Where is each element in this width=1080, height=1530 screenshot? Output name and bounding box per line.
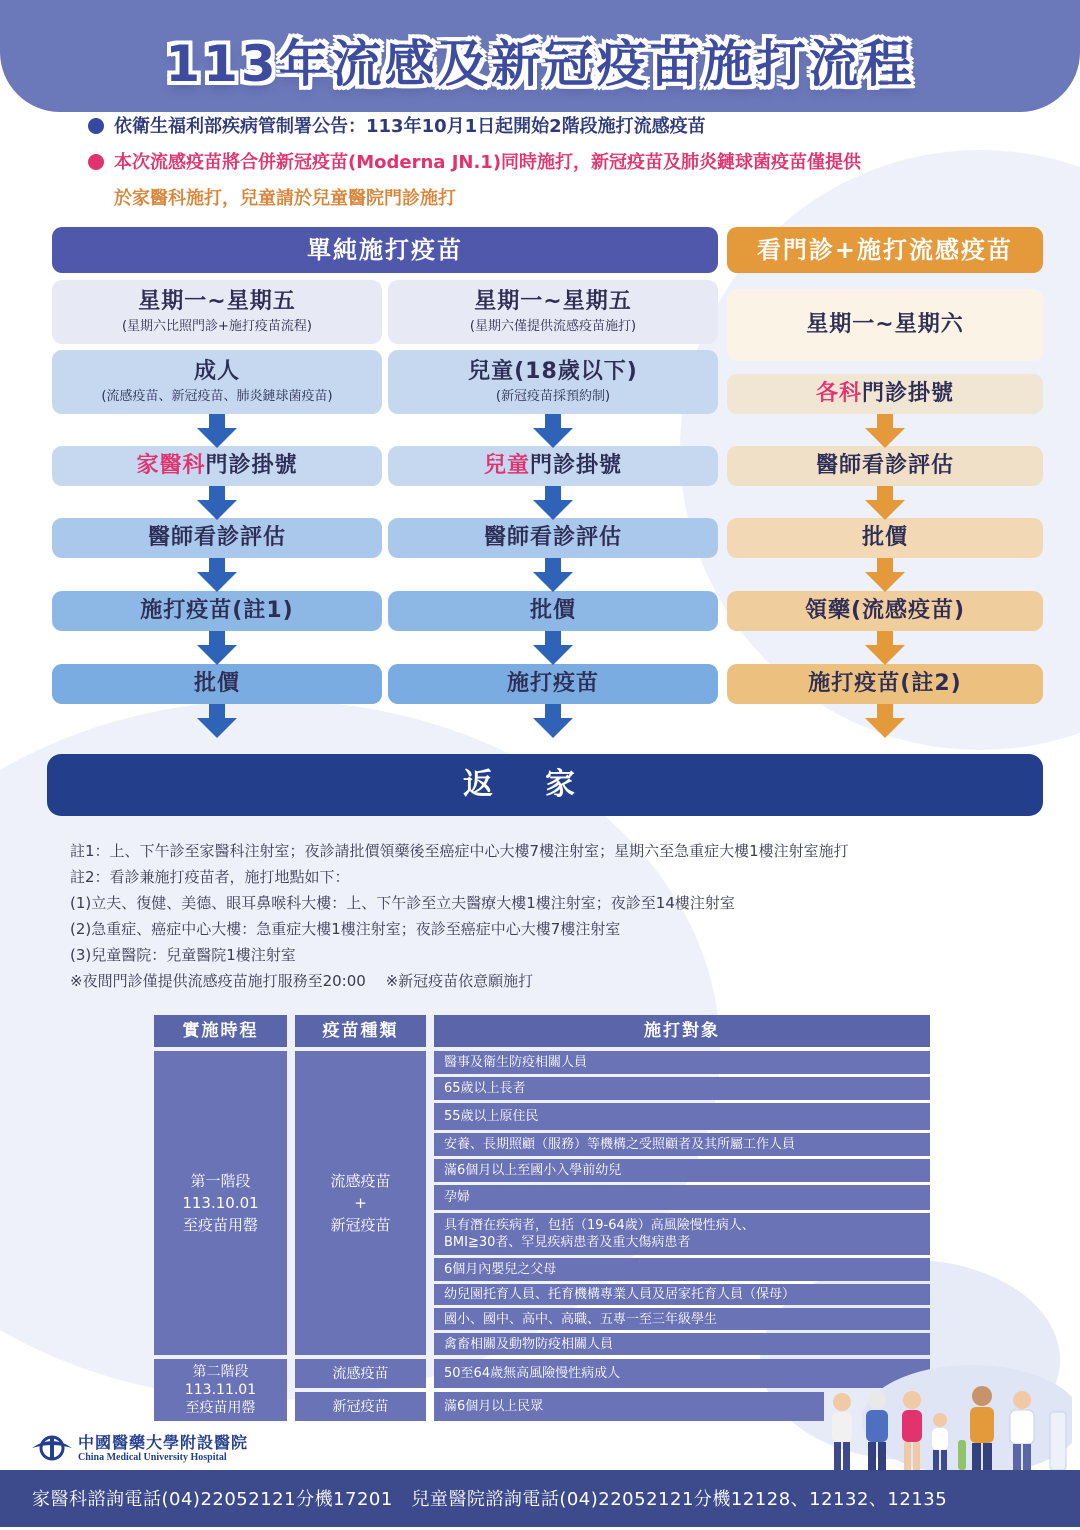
- col3-step-medicine: [727, 591, 1043, 631]
- col3-step1-label: 醫師看診評估: [815, 453, 954, 478]
- target-text: 國小、國中、高中、高職、五專一至三年級學生: [444, 1311, 718, 1327]
- col1-step1-highlight: 家醫科: [136, 453, 206, 478]
- people-illustration: [822, 1350, 1072, 1472]
- target-text: 禽畜相關及動物防疫相關人員: [444, 1336, 614, 1352]
- header-simple-vaccination: 單純施打疫苗: [52, 227, 718, 273]
- phase1-date: 113.10.01: [182, 1194, 259, 1212]
- col2-who-note: (新冠疫苗採預約制): [495, 389, 611, 404]
- notice-1-text: 依衛生福利部疾病管制署公告：113年10月1日起開始2階段施打流感疫苗: [114, 116, 706, 137]
- col2-step1-rest: 門診掛號: [530, 453, 623, 478]
- col3-step0-highlight: 各科: [815, 381, 862, 406]
- hospital-name-zh: 中國醫藥大學附設醫院: [78, 1433, 249, 1452]
- footnote-2-item-2: (2)急重症、癌症中心大樓：急重症大樓1樓注射室；夜診至癌症中心大樓7樓注射室: [70, 920, 621, 938]
- phase1-end: 至疫苗用罄: [182, 1216, 258, 1234]
- col3-days-label: 星期一~星期六: [806, 312, 964, 337]
- col3-step0-rest: 門診掛號: [862, 381, 955, 406]
- footnote-night: ※夜間門診僅提供流感疫苗施打服務至20:00 ※新冠疫苗依意願施打: [70, 972, 534, 990]
- target-row: [434, 1308, 930, 1330]
- col2-who-label: 兒童(18歲以下): [468, 359, 638, 384]
- target-row: [434, 1077, 930, 1100]
- bullet-icon: [88, 154, 104, 170]
- target-text: 安養、長期照顧（服務）等機構之受照顧者及其所屬工作人員: [444, 1137, 796, 1152]
- phase1-vaccine-plus: +: [354, 1194, 367, 1212]
- table-header-schedule: 實施時程: [154, 1015, 287, 1047]
- target-row: [434, 1185, 930, 1210]
- col1-adult: [52, 350, 382, 414]
- target-text: BMI≧30者、罕見疾病患者及重大傷病患者: [444, 1235, 691, 1250]
- phase1-label: 第一階段: [190, 1172, 251, 1190]
- bullet-icon: [88, 118, 104, 134]
- col1-step-pay: [52, 664, 382, 704]
- col1-days: [52, 280, 382, 344]
- col2-step-doctor: [388, 518, 718, 558]
- col1-who-note: (流感疫苗、新冠疫苗、肺炎鏈球菌疫苗): [101, 389, 333, 404]
- col1-step-registration: [52, 446, 382, 486]
- phase2-label: 第二階段: [192, 1364, 249, 1380]
- col2-child: [388, 350, 718, 414]
- go-home-bar: 返家: [47, 754, 1043, 816]
- target-row: [434, 1159, 930, 1182]
- phase2-date: 113.11.01: [184, 1382, 257, 1398]
- col3-step3-label: 領藥(流感疫苗): [804, 598, 966, 623]
- footnote-2-item-3: (3)兒童醫院：兒童醫院1樓注射室: [70, 946, 296, 964]
- target-row: [434, 1133, 930, 1156]
- footnote-2-item-1: (1)立夫、復健、美德、眼耳鼻喉科大樓：上、下午診至立夫醫療大樓1樓注射室；夜診至14樓注射室: [70, 894, 735, 912]
- phase2-vaccine-flu-cell: 流感疫苗: [295, 1359, 426, 1388]
- col1-step4-label: 批價: [193, 671, 240, 696]
- phase2-vaccine-covid-cell: 新冠疫苗: [295, 1392, 426, 1421]
- col1-step3-label: 施打疫苗(註1): [140, 598, 294, 623]
- phase1-vaccine-cell: [295, 1051, 426, 1355]
- col2-step2-label: 醫師看診評估: [483, 525, 622, 550]
- target-row: [434, 1258, 930, 1281]
- target-text: 50至64歲無高風險慢性病成人: [444, 1366, 621, 1381]
- col2-step3-label: 批價: [529, 598, 576, 623]
- col1-step2-label: 醫師看診評估: [147, 525, 286, 550]
- col2-step1-highlight: 兒童: [483, 453, 530, 478]
- col2-step-registration: [388, 446, 718, 486]
- hospital-name-en: China Medical University Hospital: [78, 1452, 227, 1463]
- table-header-target: 施打對象: [434, 1015, 930, 1047]
- target-text: 55歲以上原住民: [444, 1109, 539, 1124]
- target-row: [434, 1213, 930, 1255]
- notice-2-continued: 於家醫科施打，兒童請於兒童醫院門診施打: [114, 188, 456, 209]
- col2-days: [388, 280, 718, 344]
- footer-contact: 家醫科諮詢電話(04)22052121分機17201 兒童醫院諮詢電話(04)22052121分機12128、12132、12135: [0, 1470, 1080, 1527]
- target-row: [434, 1284, 930, 1305]
- col2-step-vaccinate: [388, 664, 718, 704]
- target-text: 滿6個月以上至國小入學前幼兒: [444, 1163, 622, 1178]
- target-text: 幼兒園托育人員、托育機構專業人員及居家托育人員（保母）: [444, 1287, 796, 1302]
- col3-days: [727, 289, 1043, 361]
- col1-step-doctor: [52, 518, 382, 558]
- phase2-cell: [154, 1359, 287, 1421]
- col3-step-doctor: [727, 446, 1043, 486]
- col1-days-note: (星期六比照門診+施打疫苗流程): [121, 319, 313, 334]
- target-row: [434, 1051, 930, 1074]
- col3-step-registration: [727, 374, 1043, 414]
- col3-step2-label: 批價: [861, 525, 908, 550]
- col3-step4-label: 施打疫苗(註2): [808, 671, 962, 696]
- col1-who-label: 成人: [193, 359, 240, 384]
- col2-days-label: 星期一~星期五: [474, 289, 632, 314]
- col1-step-vaccinate: [52, 591, 382, 631]
- phase1-vaccine-flu: 流感疫苗: [330, 1172, 391, 1190]
- target-row: [434, 1103, 930, 1130]
- page-title: 113年流感及新冠疫苗施打流程: [165, 35, 915, 93]
- col1-days-label: 星期一~星期五: [138, 289, 296, 314]
- col2-step4-label: 施打疫苗: [506, 671, 599, 696]
- target-text: 65歲以上長者: [444, 1081, 526, 1096]
- col2-days-note: (星期六僅提供流感疫苗施打): [469, 319, 637, 334]
- target-text: 孕婦: [444, 1190, 471, 1205]
- person-figure: [866, 1391, 888, 1470]
- notice-2-text: 本次流感疫苗將合併新冠疫苗(Moderna JN.1)同時施打，新冠疫苗及肺炎鏈球菌疫苗僅提供: [114, 152, 862, 173]
- target-text: 具有潛在疾病者，包括（19-64歲）高風險慢性病人、: [444, 1218, 755, 1233]
- phase1-cell: [154, 1051, 287, 1355]
- target-text: 醫事及衛生防疫相關人員: [444, 1055, 588, 1070]
- col2-step-pay: [388, 591, 718, 631]
- notice-1: [88, 108, 706, 146]
- notice-2: [88, 144, 861, 182]
- target-text: 6個月內嬰兒之父母: [444, 1262, 557, 1277]
- col1-step1-rest: 門診掛號: [205, 453, 298, 478]
- col3-step-vaccinate: [727, 664, 1043, 704]
- footnote-2: 註2：看診兼施打疫苗者，施打地點如下：: [70, 868, 350, 886]
- phase1-vaccine-covid: 新冠疫苗: [330, 1216, 391, 1234]
- header-clinic-vaccination: 看門診+施打流感疫苗: [727, 227, 1043, 273]
- table-header-vaccine: 疫苗種類: [295, 1015, 426, 1047]
- hospital-emblem-icon: [30, 1430, 74, 1466]
- footnote-1: 註1：上、下午診至家醫科注射室；夜診請批價領藥後至癌症中心大樓7樓注射室；星期六至急重症大樓1樓注射室施打: [70, 842, 849, 860]
- target-text: 滿6個月以上民眾: [444, 1399, 544, 1414]
- footnotes: [70, 838, 849, 994]
- col3-step-pay: [727, 518, 1043, 558]
- phase2-end: 至疫苗用罄: [185, 1400, 256, 1416]
- person-figure: [832, 1393, 852, 1470]
- target-row: [434, 1392, 824, 1421]
